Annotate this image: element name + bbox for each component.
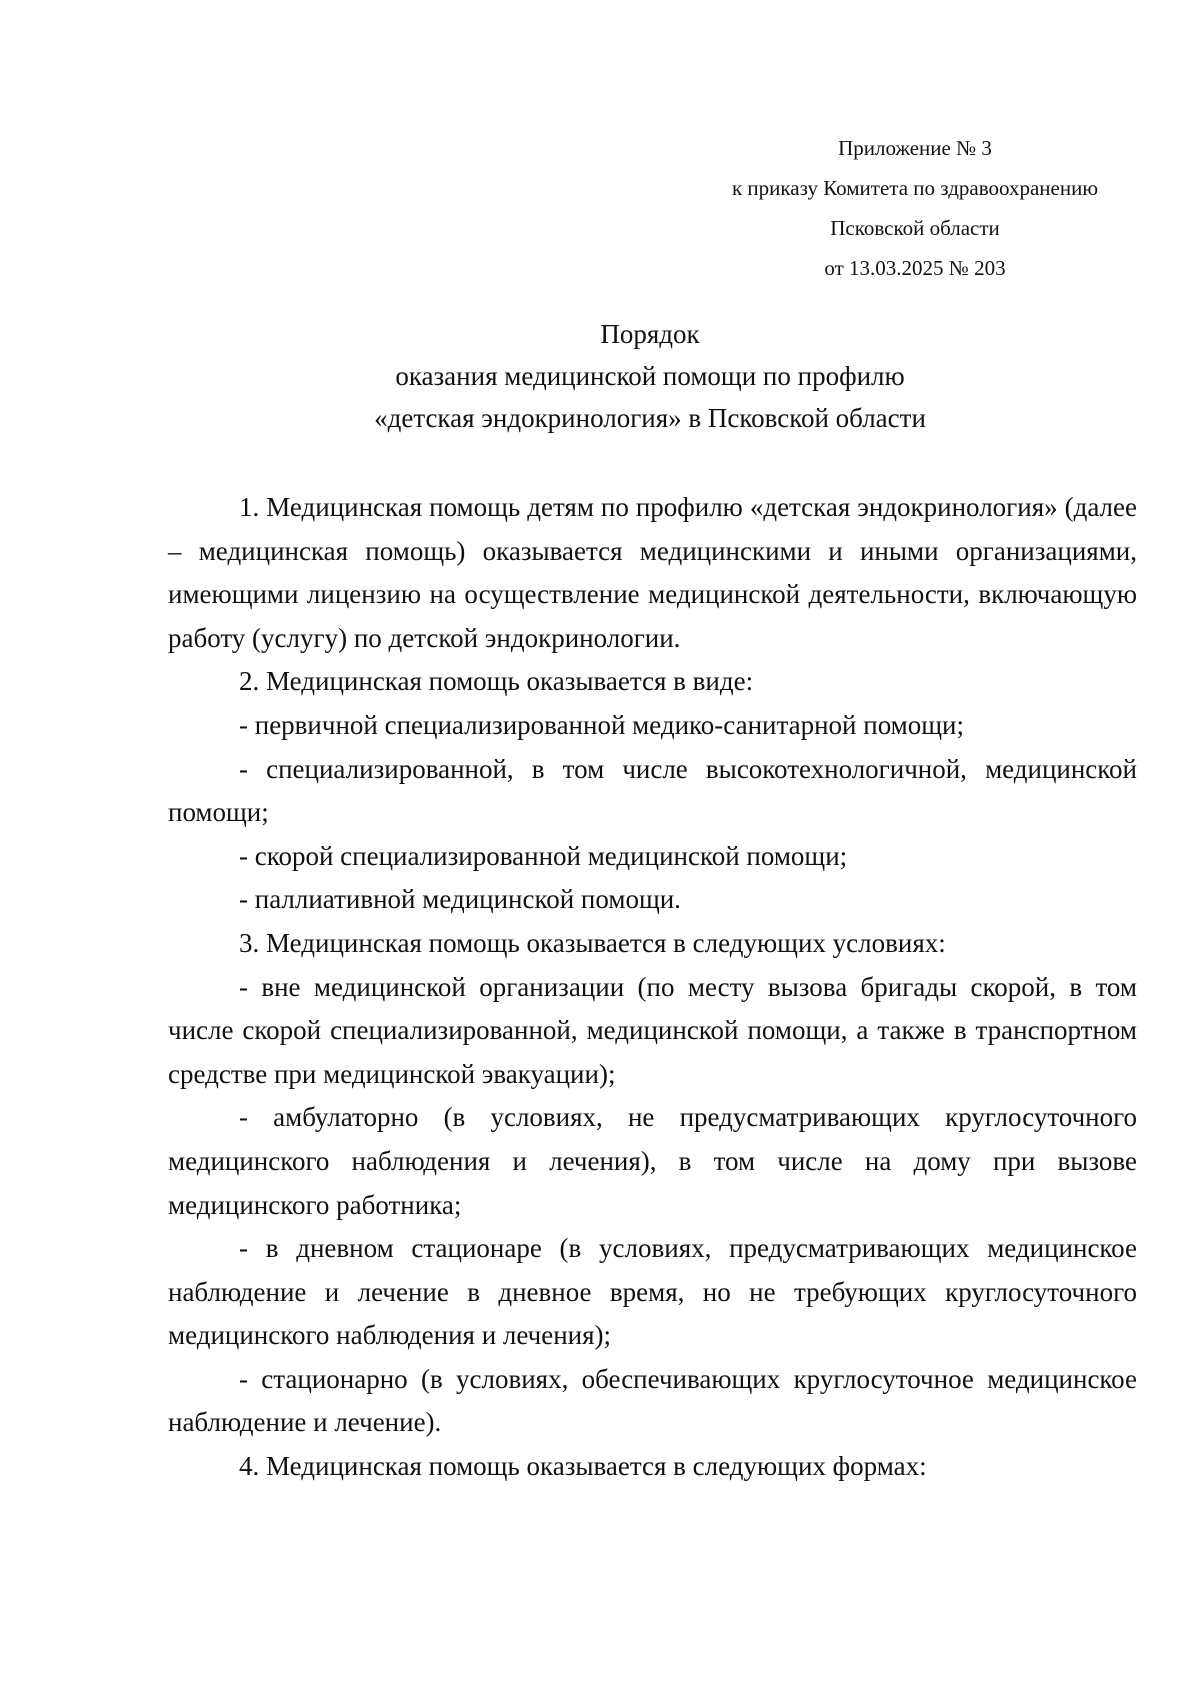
title-line-3: «детская эндокринология» в Псковской области [374, 403, 926, 433]
title-line-1: Порядок [600, 319, 700, 349]
list-item-primary-care: - первичной специализированной медико-санитарной помощи; [239, 709, 965, 740]
paragraph-1: 1. Медицинская помощь детям по профилю «детская эндокринология» (далее – медицинская помощь) оказывается медицинскими и иными организациями, имеющими лицензию на осуществление медицинской деятельности, включающую работу (услугу) по детской эндокринологии. [168, 492, 1137, 653]
appendix-order-reference: к приказу Комитета по здравоохранению [731, 176, 1099, 200]
list-item-specialized-care: - специализированной, в том числе высокотехнологичной, медицинской помощи; [168, 753, 1137, 828]
document-body [168, 486, 1137, 1489]
list-item-palliative-care: - паллиативной медицинской помощи. [239, 884, 681, 915]
list-item-outpatient: - амбулаторно (в условиях, не предусматривающих круглосуточного медицинского наблюдения и лечения), в том числе на дому при вызове медицинского работника; [168, 1102, 1137, 1220]
paragraph-2: 2. Медицинская помощь оказывается в виде: [239, 666, 754, 697]
appendix-number: Приложение № 3 [838, 136, 992, 160]
appendix-header [690, 128, 1140, 288]
list-item-day-hospital: - в дневном стационаре (в условиях, предусматривающих медицинское наблюдение и лечение в дневное время, но не требующих круглосуточного медицинского наблюдения и лечения); [168, 1233, 1137, 1351]
paragraph-4: 4. Медицинская помощь оказывается в следующих формах: [239, 1451, 927, 1482]
list-item-emergency-care: - скорой специализированной медицинской помощи; [239, 840, 848, 871]
appendix-date-number: от 13.03.2025 № 203 [824, 256, 1006, 280]
appendix-region: Псковской области [830, 216, 1000, 240]
title-line-2: оказания медицинской помощи по профилю [395, 361, 905, 391]
paragraph-3: 3. Медицинская помощь оказывается в следующих условиях: [239, 927, 946, 958]
list-item-inpatient: - стационарно (в условиях, обеспечивающих круглосуточное медицинское наблюдение и лечение). [168, 1363, 1137, 1438]
list-item-outside-organization: - вне медицинской организации (по месту вызова бригады скорой, в том числе скорой специализированной, медицинской помощи, а также в транспортном средстве при медицинской эвакуации); [168, 971, 1137, 1089]
document-title [165, 313, 1135, 439]
